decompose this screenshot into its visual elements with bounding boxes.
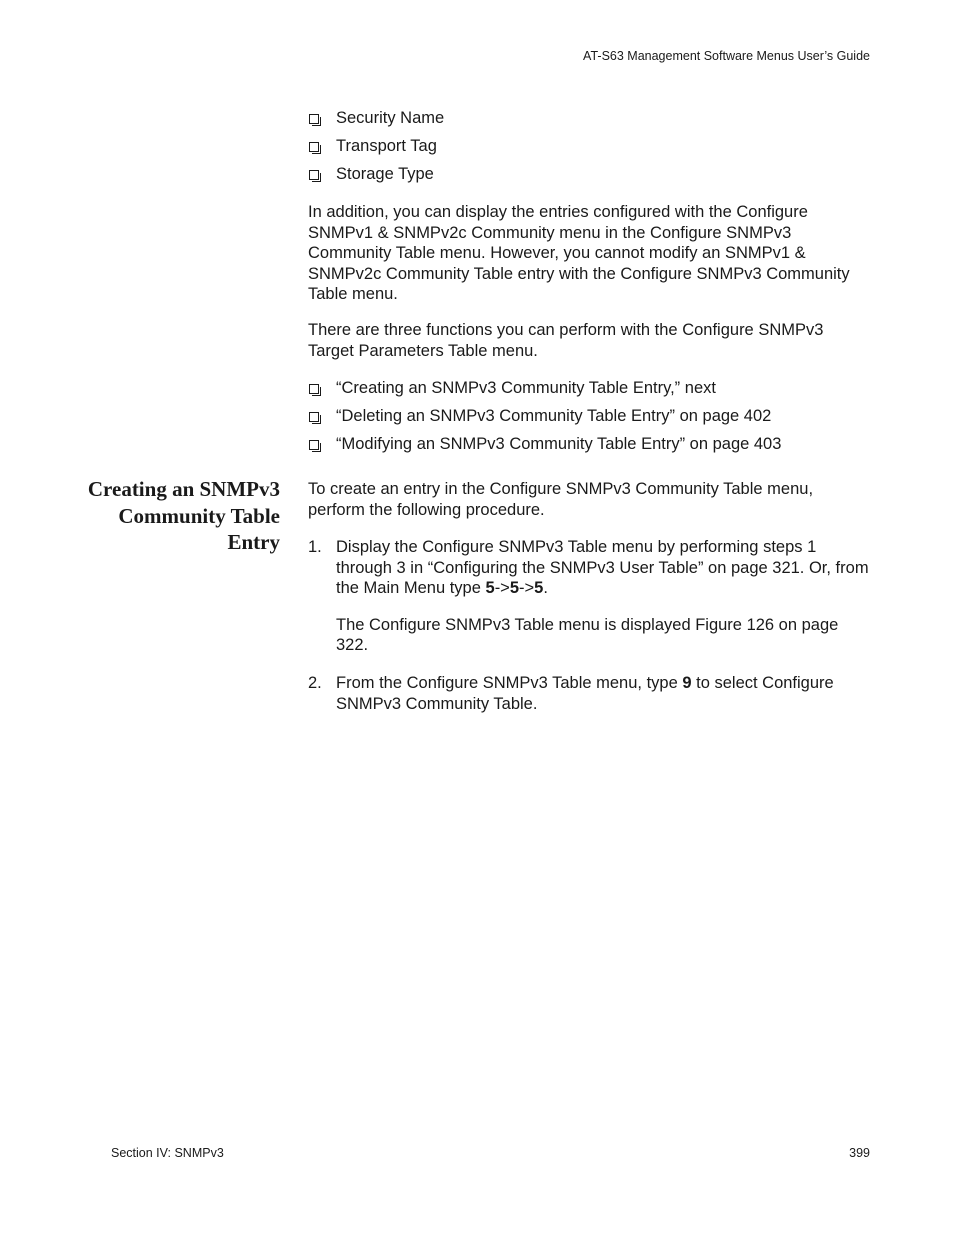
box-bullet-icon xyxy=(309,440,319,450)
function-list xyxy=(308,378,781,462)
page-number: 399 xyxy=(849,1146,870,1160)
list-item: “Creating an SNMPv3 Community Table Entry,” next xyxy=(308,378,781,406)
box-bullet-icon xyxy=(309,142,319,152)
attribute-list xyxy=(308,108,444,192)
list-item: “Modifying an SNMPv3 Community Table Entry” on page 403 xyxy=(308,434,781,462)
box-bullet-icon xyxy=(309,114,319,124)
running-header: AT-S63 Management Software Menus User’s Guide xyxy=(583,49,870,63)
step-text: From the Configure SNMPv3 Table menu, type 9 to select Configure SNMPv3 Community Table. xyxy=(336,674,834,713)
footer-section: Section IV: SNMPv3 xyxy=(111,1146,224,1160)
step-1 xyxy=(308,537,872,656)
box-bullet-icon xyxy=(309,384,319,394)
step-number: 2. xyxy=(308,674,322,692)
step-number: 1. xyxy=(308,538,322,556)
step-note: The Configure SNMPv3 Table menu is displayed Figure 126 on page 322. xyxy=(336,615,839,654)
list-item: Security Name xyxy=(308,108,444,136)
section-heading: Creating an SNMPv3 Community Table Entry xyxy=(87,477,280,554)
paragraph-three-functions: There are three functions you can perform with the Configure SNMPv3 Target Parameters Table menu. xyxy=(308,321,824,360)
list-item: Transport Tag xyxy=(308,136,444,164)
list-item: “Deleting an SNMPv3 Community Table Entry” on page 402 xyxy=(308,406,781,434)
box-bullet-icon xyxy=(309,412,319,422)
paragraph-display-entries: In addition, you can display the entries configured with the Configure SNMPv1 & SNMPv2c Community menu in the Configure SNMPv3 Community Table menu. However, you cannot modify an SNMPv1 & SNMPv2c Community Table entry with the Configure SNMPv3 Community Table menu. xyxy=(308,203,850,303)
list-item: Storage Type xyxy=(308,164,444,192)
step-2 xyxy=(308,673,872,714)
box-bullet-icon xyxy=(309,170,319,180)
section-intro: To create an entry in the Configure SNMPv3 Community Table menu, perform the following procedure. xyxy=(308,480,814,519)
step-text: Display the Configure SNMPv3 Table menu by performing steps 1 through 3 in “Configuring the SNMPv3 User Table” on page 321. Or, from the Main Menu type 5->5->5. xyxy=(336,538,869,597)
